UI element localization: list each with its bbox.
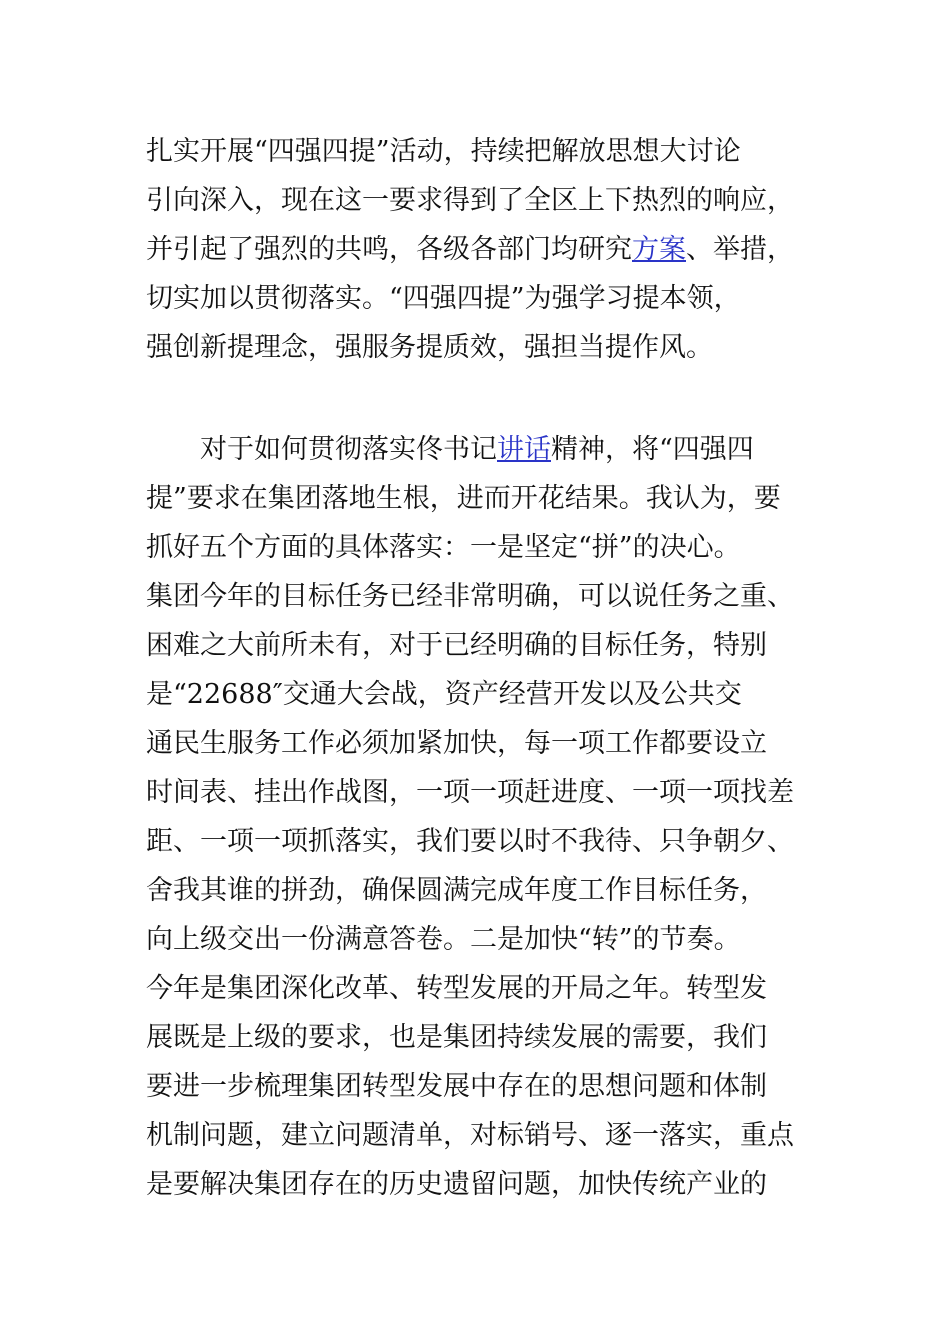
text-line — [146, 621, 836, 670]
text-line — [146, 915, 836, 964]
text-segment: 抓好五个方面的具体落实：一是坚定“拼”的决心。 — [146, 532, 741, 563]
text-segment: 是“22688″交通大会战，资产经营开发以及公共交 — [146, 679, 742, 710]
text-segment: 展既是上级的要求，也是集团持续发展的需要，我们 — [146, 1022, 767, 1053]
text-segment: 提”要求在集团落地生根，进而开花结果。我认为，要 — [146, 483, 781, 514]
text-line — [146, 176, 836, 225]
text-segment: 困难之大前所未有，对于已经明确的目标任务，特别 — [146, 630, 767, 661]
text-line — [146, 719, 836, 768]
text-line — [146, 323, 836, 372]
text-segment: 强创新提理念，强服务提质效，强担当提作风。 — [146, 332, 713, 363]
paragraph-2 — [146, 425, 836, 1209]
text-line — [146, 1062, 836, 1111]
text-segment: 通民生服务工作必须加紧加快，每一项工作都要设立 — [146, 728, 767, 759]
text-segment: 是要解决集团存在的历史遗留问题，加快传统产业的 — [146, 1169, 767, 1200]
inline-link[interactable]: 方案 — [632, 234, 686, 265]
text-segment: 要进一步梳理集团转型发展中存在的思想问题和体制 — [146, 1071, 767, 1102]
text-line — [146, 817, 836, 866]
text-segment: 、举措， — [686, 234, 794, 265]
paragraph-1 — [146, 127, 836, 372]
text-line — [146, 964, 836, 1013]
text-line — [146, 127, 836, 176]
text-line — [146, 1160, 836, 1209]
text-line — [146, 1013, 836, 1062]
text-line — [146, 474, 836, 523]
text-segment: 向上级交出一份满意答卷。二是加快“转”的节奏。 — [146, 924, 741, 955]
text-line — [146, 670, 836, 719]
text-segment: 切实加以贯彻落实。“四强四提”为强学习提本领， — [146, 283, 741, 314]
text-segment: 舍我其谁的拼劲，确保圆满完成年度工作目标任务， — [146, 875, 767, 906]
text-line — [146, 274, 836, 323]
text-segment: 时间表、挂出作战图，一项一项赶进度、一项一项找差 — [146, 777, 794, 808]
inline-link[interactable]: 讲话 — [497, 434, 551, 465]
text-segment: 扎实开展“四强四提”活动，持续把解放思想大讨论 — [146, 136, 741, 167]
text-segment: 精神，将“四强四 — [551, 434, 754, 465]
text-segment: 今年是集团深化改革、转型发展的开局之年。转型发 — [146, 973, 767, 1004]
text-segment: 引向深入，现在这一要求得到了全区上下热烈的响应， — [146, 185, 794, 216]
text-segment: 集团今年的目标任务已经非常明确，可以说任务之重、 — [146, 581, 794, 612]
text-segment: 对于如何贯彻落实佟书记 — [146, 434, 497, 465]
text-line — [146, 572, 836, 621]
text-line — [146, 866, 836, 915]
text-segment: 并引起了强烈的共鸣，各级各部门均研究 — [146, 234, 632, 265]
text-line — [146, 768, 836, 817]
text-line — [146, 1111, 836, 1160]
text-line — [146, 523, 836, 572]
text-segment: 机制问题，建立问题清单，对标销号、逐一落实，重点 — [146, 1120, 794, 1151]
text-line — [146, 225, 836, 274]
text-segment: 距、一项一项抓落实，我们要以时不我待、只争朝夕、 — [146, 826, 794, 857]
text-line — [146, 425, 836, 474]
